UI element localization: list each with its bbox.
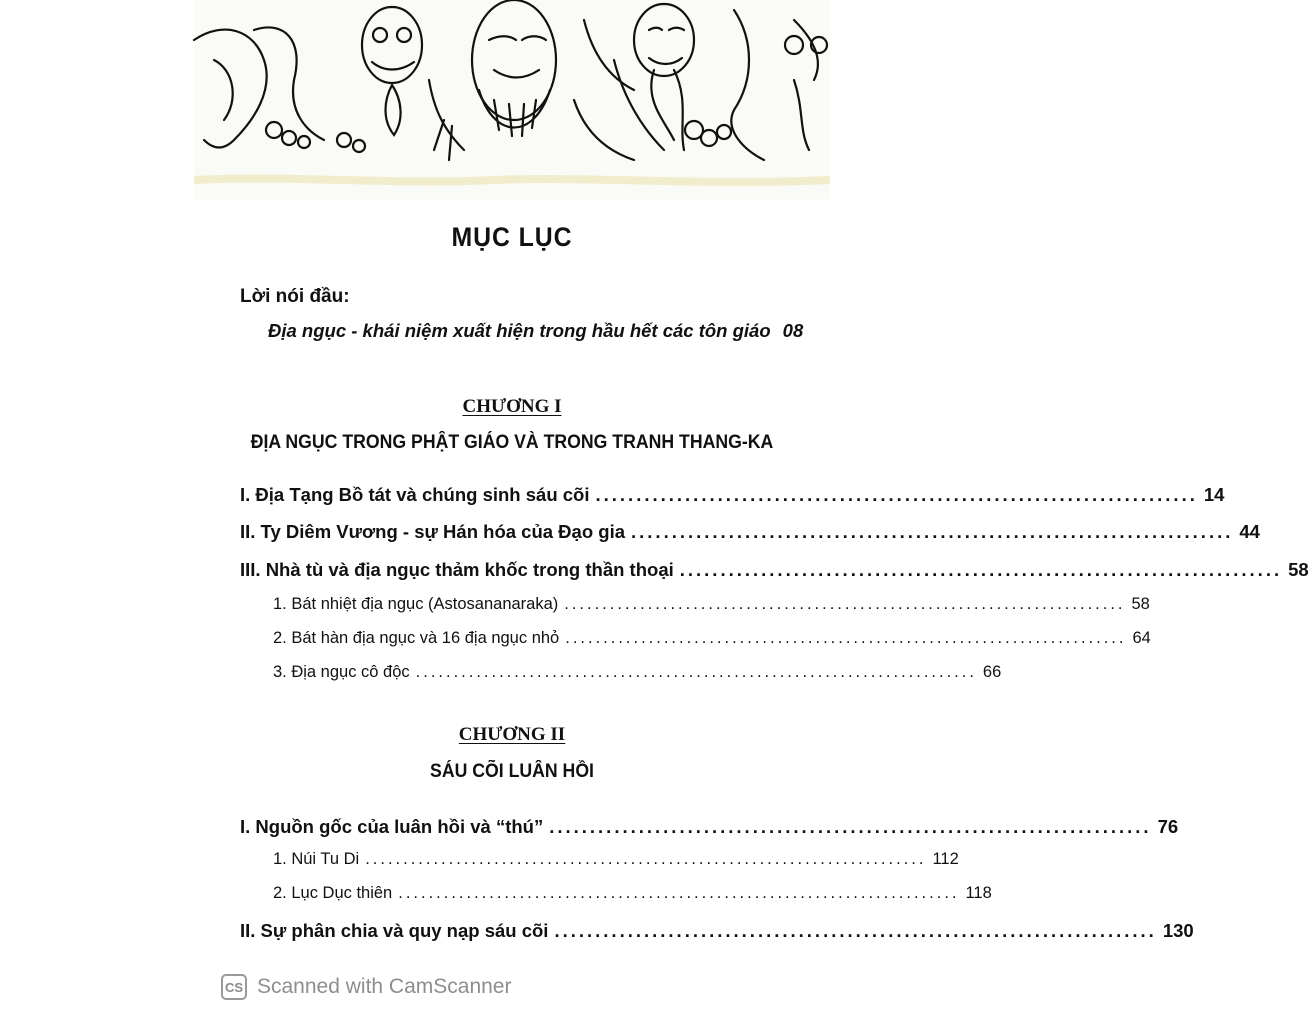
toc-entry[interactable] bbox=[240, 816, 1179, 838]
toc-entry[interactable] bbox=[240, 484, 1225, 506]
toc-entry-label: I. Nguồn gốc của luân hồi và “thú” bbox=[240, 816, 544, 837]
toc-entry[interactable] bbox=[240, 920, 1194, 942]
chapter-1-title: ĐỊA NGỤC TRONG PHẬT GIÁO VÀ TRONG TRANH THANG-KA bbox=[250, 432, 774, 453]
toc-entry[interactable] bbox=[240, 559, 1309, 581]
toc-entry-page: 130 bbox=[1162, 920, 1194, 941]
preface-label: Lời nói đầu: bbox=[240, 286, 350, 307]
toc-entry-preface[interactable] bbox=[268, 320, 804, 342]
toc-entry-label: II. Sự phân chia và quy nạp sáu cõi bbox=[240, 920, 549, 941]
toc-entry-label: 2. Lục Dục thiên bbox=[273, 884, 393, 902]
toc-entry-label: II. Ty Diêm Vương - sự Hán hóa của Đạo gia bbox=[240, 521, 626, 542]
toc-leader-dots: .......................................................................... bbox=[415, 663, 977, 681]
toc-leader-dots: .......................................................................... bbox=[565, 629, 1127, 647]
toc-leader-dots: .......................................................................... bbox=[631, 521, 1234, 542]
hell-demons-illustration bbox=[194, 0, 830, 200]
toc-entry-label: 3. Địa ngục cô độc bbox=[273, 663, 410, 681]
toc-entry-page: 66 bbox=[982, 663, 1002, 681]
toc-leader-dots: .......................................................................... bbox=[365, 850, 927, 868]
header-illustration bbox=[194, 0, 830, 200]
camscanner-logo-icon: CS bbox=[221, 974, 247, 1000]
toc-entry-page: 76 bbox=[1157, 816, 1179, 837]
toc-entry-page: 44 bbox=[1239, 521, 1260, 542]
toc-entry[interactable] bbox=[240, 521, 1260, 543]
toc-leader-dots: .......................................................................... bbox=[564, 595, 1126, 613]
toc-entry-label: I. Địa Tạng Bồ tát và chúng sinh sáu cõi bbox=[240, 484, 590, 505]
toc-subentry[interactable] bbox=[273, 629, 1151, 648]
toc-entry-label: III. Nhà tù và địa ngục thảm khốc trong thần thoại bbox=[240, 559, 674, 580]
camscanner-watermark bbox=[221, 974, 511, 1000]
toc-entry-label: 2. Bát hàn địa ngục và 16 địa ngục nhỏ bbox=[273, 629, 560, 647]
toc-leader-dots: .......................................................................... bbox=[549, 816, 1152, 837]
toc-subentry[interactable] bbox=[273, 595, 1150, 614]
page-title: MỤC LỤC bbox=[451, 222, 573, 252]
toc-leader-dots: .......................................................................... bbox=[398, 884, 960, 902]
toc-entry-page: 58 bbox=[1288, 559, 1309, 580]
toc-entry-page: 08 bbox=[782, 320, 804, 341]
toc-leader-dots: .......................................................................... bbox=[554, 920, 1157, 941]
toc-entry-label: 1. Núi Tu Di bbox=[273, 850, 360, 868]
toc-subentry[interactable] bbox=[273, 663, 1002, 682]
toc-leader-dots: .......................................................................... bbox=[595, 484, 1198, 505]
chapter-2-number: CHƯƠNG II bbox=[458, 724, 566, 745]
toc-entry-label: Địa ngục - khái niệm xuất hiện trong hầu hết các tôn giáo bbox=[268, 320, 771, 341]
toc-entry-page: 14 bbox=[1203, 484, 1225, 505]
watermark-text: Scanned with CamScanner bbox=[257, 975, 512, 998]
toc-entry-page: 58 bbox=[1131, 595, 1150, 613]
toc-leader-dots: .......................................................................... bbox=[679, 559, 1283, 580]
toc-entry-page: 64 bbox=[1132, 629, 1151, 647]
toc-entry-page: 118 bbox=[965, 884, 992, 902]
toc-subentry[interactable] bbox=[273, 884, 992, 903]
chapter-2-title: SÁU CÕI LUÂN HỒI bbox=[430, 761, 594, 782]
toc-entry-label: 1. Bát nhiệt địa ngục (Astosananaraka) bbox=[273, 595, 559, 613]
toc-entry-page: 112 bbox=[932, 850, 959, 868]
toc-subentry[interactable] bbox=[273, 850, 959, 869]
chapter-1-number: CHƯƠNG I bbox=[462, 396, 562, 417]
